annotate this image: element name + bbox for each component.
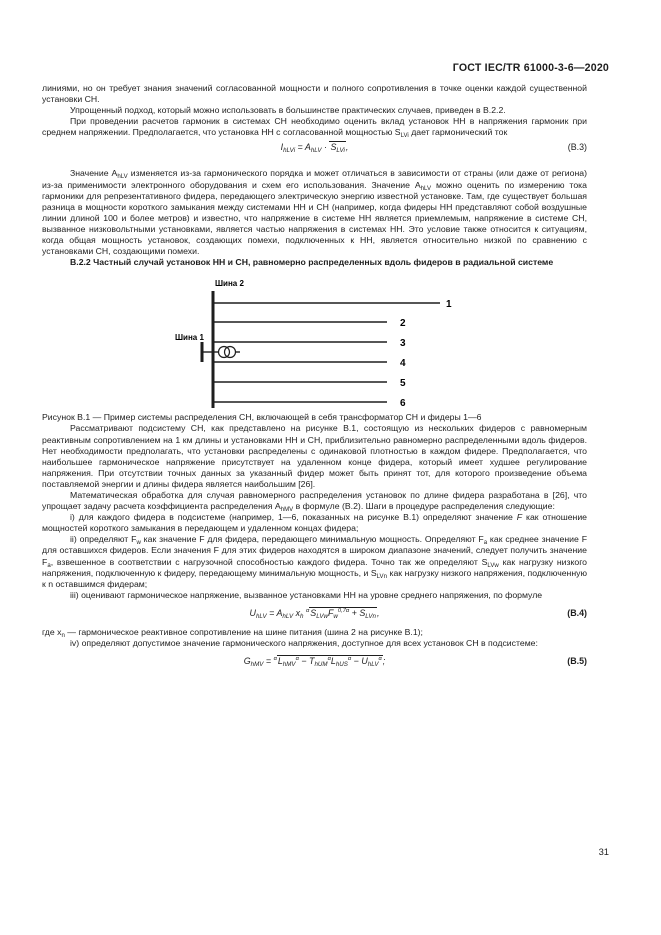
section-heading: В.2.2 Частный случай установок НН и СН, равномерно распределенных вдоль фидеров в радиальной системе: [70, 257, 554, 268]
formula-b3: [42, 138, 587, 160]
list-item: i) для каждого фидера в подсистеме (например, 1—6, показанных на рисунке В.1) определяют значение F как отношение мощностей короткого замыкания в передающем и удаленном концах фидера;: [42, 512, 588, 534]
diagram-svg: [42, 276, 587, 412]
formula-b5: [42, 649, 587, 675]
paragraph: Математическая обработка для случая равномерного распределения установок по длине фидера разработана в [26], что упрощает задачу расчета коэффициента распределения $A_{hMV}$ в формуле (В.2). Шаги в процедуре распределения следующие:: [42, 489, 587, 514]
page-number: 31: [598, 846, 609, 857]
standard-header: ГОСТ IEC/TR 61000-3-6—2020: [452, 62, 609, 74]
formula-expression: $U_{hLV} = A_{hLV}$ $x_h$ $^\alpha S_{LVw}F_w^{0,7\alpha} + S_{LVn}$,: [249, 607, 380, 620]
formula-b4: [42, 601, 587, 627]
formula-number: (B.5): [567, 656, 587, 667]
list-item: ii) определяют $F_w$ как значение F для фидера, передающего минимальную мощность. Определяют $F_a$ как среднее значение F для оставшихся фидеров. Если значения F для этих фидеров находятся в широком диапазоне значений, следует получить значение $F_a$, взвешенное в соответствии с нагрузочной способностью каждого фидера. Точно так же определяют $S_{LVw}$ как нагрузку низкого напряжения, подключенную к фидеру, передающему минимальную мощность, и $S_{LVn}$ как нагрузку низкого напряжения, подключенную к n оставшимся фидерам;: [42, 534, 588, 589]
bus2-label: Шина 2: [215, 279, 244, 289]
formula-number: (B.4): [567, 607, 587, 618]
distribution-diagram: [42, 276, 587, 412]
document-body: [42, 83, 587, 675]
paragraph: При проведении расчетов гармоник в системах СН необходимо оценить вклад установок НН в напряжения гармоник при среднем напряжении. Предполагается, что установка НН с согласованной мощностью $S_{LVi}$ дает гармонический ток: [42, 116, 587, 140]
feeder-label: 4: [400, 358, 406, 370]
feeder-label: 1: [446, 299, 452, 311]
figure-caption: Рисунок В.1 — Пример системы распределения СН, включающей в себя трансформатор СН и фидеры 1—6: [42, 412, 482, 423]
feeder-label: 6: [400, 398, 406, 410]
paragraph: где $x_n$ — гармоническое реактивное сопротивление на шине питания (шина 2 на рисунке В.1);: [42, 626, 423, 639]
paragraph: линиями, но он требует знания значений согласованной мощности и полного сопротивления в точке оценки каждой существенной установки СН.: [42, 83, 587, 105]
bus1-label: Шина 1: [175, 333, 204, 343]
feeder-label: 3: [400, 338, 406, 350]
feeder-label: 2: [400, 318, 406, 330]
feeder-label: 5: [400, 378, 406, 390]
paragraph: Значение $A_{hLV}$ изменяется из-за гармонического порядка и может отличаться в зависимости от страны (или даже от региона) из-за применимости электронного оборудования и схем его использования. Значение $A_{hLV}$ можно оценить по измерению тока гармоники для репрезентативного фидера, передающего электрическую энергию известной установке. Там, где существует большая разница в мощности короткого замыкания между системами НН и СН (например, когда фидеры НН представляют собой воздушные линии длиной 100 и более метров) и известно, что напряжение в системе НН является приемлемым, напряжение в системе СН, вызванное низковольтными установками, является частью напряжения в системах НН. Это условие также относится к ситуациям, когда общая мощность установок, создающих помехи, подключенных к НН, является относительно низкой по сравнению с установками СН, создающими помехи.: [42, 168, 587, 257]
paragraph: Рассматривают подсистему СН, как представлено на рисунке В.1, состоящую из нескольких фидеров с равномерным реактивным сопротивлением на 1 км длины и установками НН и СН, приблизительно равномерно распределенными вдоль фидеров. Нет необходимости предполагать, что установки распределены с одинаковой плотностью в каждом фидере. Предполагается, что наибольшее гармоническое напряжение присутствует на удаленном конце фидера, который имеет худшее регулирование напряжения. При отсутствии точных данных за указанный фидер может быть принят тот, для которого произведение объема поставляемой энергии и длины фидера является наибольшим [26].: [42, 423, 587, 489]
paragraph: Упрощенный подход, который можно использовать в большинстве практических случаев, приведен в B.2.2.: [70, 105, 506, 116]
formula-expression: $G_{hMV} = ^\alpha L_{hMV}^\alpha - T_{hUM}^\alpha L_{hUS}^\alpha - U_{hLV}^\alpha$;: [243, 656, 386, 669]
formula-number: (B.3): [567, 142, 587, 153]
list-item: iv) определяют допустимое значение гармонического напряжения, доступное для всех установок СН в подсистеме:: [70, 638, 538, 648]
formula-expression: $I_{hLVi} = A_{hLV} \cdot S_{LVi}$,: [280, 142, 349, 155]
list-item: iii) оценивают гармоническое напряжение, вызванное установками НН на уровне среднего напряжения, по формуле: [70, 589, 543, 600]
